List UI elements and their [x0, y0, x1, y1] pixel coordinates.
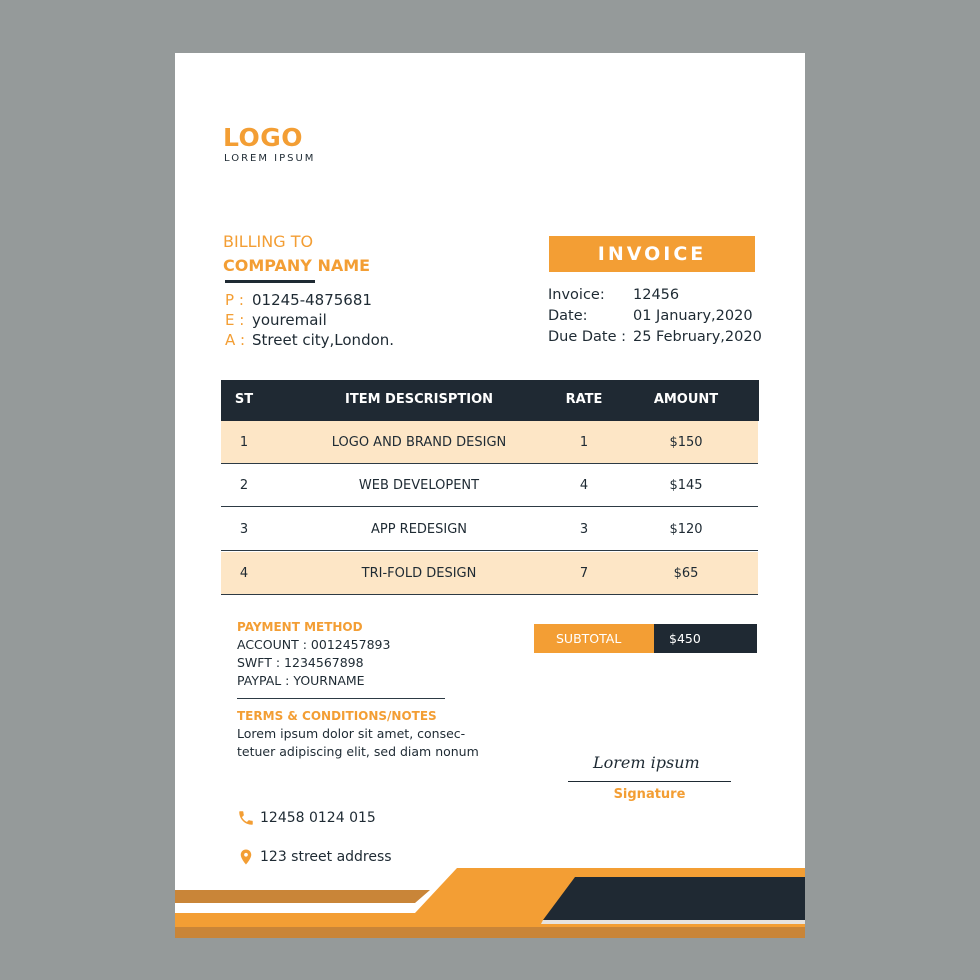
- invoice-date-row: [548, 308, 753, 324]
- billing-label: BILLING TO: [223, 232, 314, 251]
- terms-line-1: Lorem ipsum dolor sit amet, consec-: [237, 726, 466, 741]
- subtotal-box: [534, 624, 757, 653]
- contact-address: [225, 331, 394, 349]
- row-st: 2: [239, 478, 249, 493]
- signature-line: [568, 781, 731, 782]
- invoice-number-key: Invoice:: [548, 287, 605, 303]
- row-amount: $145: [669, 478, 703, 493]
- row-st: 1: [239, 435, 249, 450]
- contact-email-key: E :: [225, 311, 245, 329]
- header-description: ITEM DESCRISPTION: [345, 392, 493, 407]
- payment-swift: SWFT : 1234567898: [237, 655, 364, 670]
- header-st: ST: [234, 392, 254, 407]
- invoice-due-row: [548, 329, 762, 345]
- invoice-number-row: [548, 287, 679, 303]
- payment-paypal: PAYPAL : YOURNAME: [237, 673, 365, 688]
- signature-label: Signature: [613, 787, 686, 802]
- table-row: [221, 552, 758, 595]
- invoice-due-value: 25 February,2020: [633, 329, 762, 345]
- terms-line-2: tetuer adipiscing elit, sed diam nonum: [237, 744, 479, 759]
- header-rate: RATE: [565, 392, 603, 407]
- payment-title: PAYMENT METHOD: [237, 620, 363, 634]
- contact-email-value: youremail: [252, 311, 327, 329]
- invoice-date-key: Date:: [548, 308, 588, 324]
- row-description: APP REDESIGN: [370, 522, 468, 537]
- row-description: LOGO AND BRAND DESIGN: [331, 435, 507, 450]
- row-amount: $120: [669, 522, 703, 537]
- row-st: 4: [239, 566, 249, 581]
- contact-phone-value: 01245-4875681: [252, 291, 372, 309]
- invoice-date-value: 01 January,2020: [633, 308, 753, 324]
- row-rate: 4: [579, 478, 589, 493]
- contact-address-value: Street city,London.: [252, 331, 395, 349]
- phone-icon: [237, 809, 255, 827]
- logo-title: LOGO: [223, 123, 304, 152]
- invoice-badge: INVOICE: [549, 236, 755, 272]
- signature-script: Lorem ipsum: [593, 753, 700, 772]
- row-st: 3: [239, 522, 249, 537]
- contact-address-key: A :: [225, 331, 246, 349]
- row-amount: $65: [673, 566, 699, 581]
- contact-email: [225, 311, 327, 329]
- invoice-number-value: 12456: [633, 287, 680, 303]
- row-description: TRI-FOLD DESIGN: [361, 566, 477, 581]
- subtotal-value: $450: [654, 624, 757, 653]
- contact-phone: [225, 291, 372, 309]
- table-row: [221, 464, 758, 507]
- subtotal-label: SUBTOTAL: [534, 624, 654, 653]
- row-rate: 3: [579, 522, 589, 537]
- footer-decoration: [175, 863, 805, 938]
- payment-divider: [237, 698, 445, 699]
- row-rate: 1: [579, 435, 589, 450]
- row-amount: $150: [669, 435, 703, 450]
- table-header: [221, 380, 759, 421]
- logo-subtitle: LOREM IPSUM: [224, 153, 316, 164]
- table-row: [221, 421, 758, 464]
- payment-account: ACCOUNT : 0012457893: [237, 637, 391, 652]
- table-row: [221, 508, 758, 551]
- row-rate: 7: [579, 566, 589, 581]
- billing-company: COMPANY NAME: [223, 256, 371, 275]
- header-amount: AMOUNT: [653, 392, 719, 407]
- invoice-due-key: Due Date :: [548, 329, 627, 345]
- footer-address-text: 123 street address: [260, 849, 392, 865]
- row-description: WEB DEVELOPENT: [358, 478, 480, 493]
- billing-divider: [225, 280, 315, 283]
- invoice-sheet: [175, 53, 805, 938]
- terms-title: TERMS & CONDITIONS/NOTES: [237, 709, 437, 723]
- contact-phone-key: P :: [225, 291, 244, 309]
- footer-phone-text: 12458 0124 015: [260, 810, 376, 826]
